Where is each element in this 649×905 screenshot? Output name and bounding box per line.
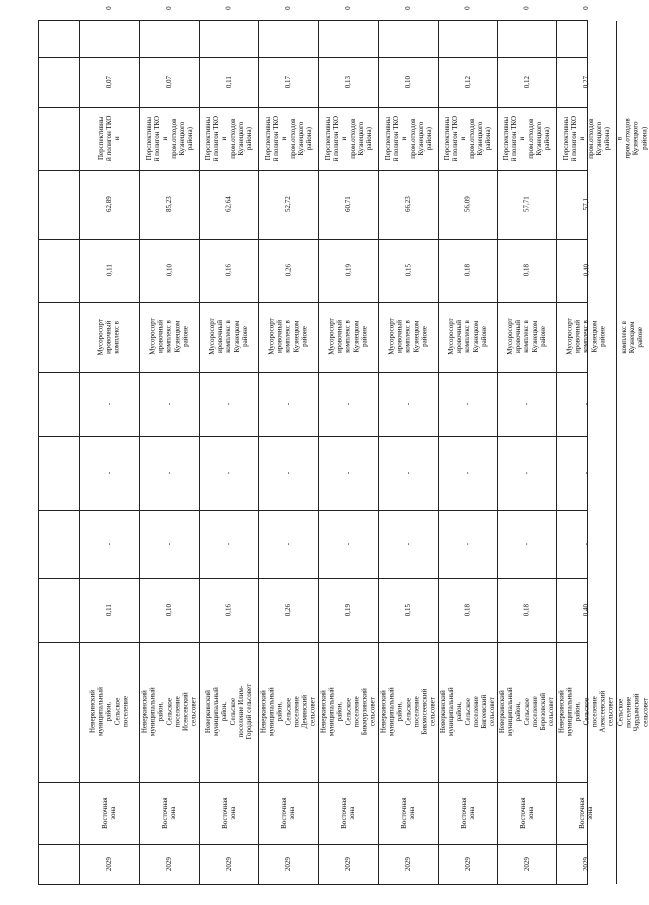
cell-text: Восточная зона: [577, 797, 594, 829]
cell-text: Мусоросорт ировочный комплекс в Кузнецком районе: [267, 318, 309, 356]
cell-text: Перспективны й полигон ТКО и пром.отходов Кузнецкого района): [203, 115, 253, 162]
table-cell: [318, 302, 378, 372]
cell-text: 0,19: [343, 264, 352, 277]
cell-text: -: [283, 542, 292, 546]
table-cell: [258, 57, 318, 107]
table-cell: [438, 372, 497, 436]
cell-text: -: [522, 542, 531, 546]
table-cell: [616, 782, 649, 844]
table-cell: [199, 642, 258, 782]
table-cell: [438, 510, 497, 578]
table-cell: [378, 0, 438, 57]
table-cell: [497, 107, 556, 170]
table-cell: [258, 578, 318, 642]
table-cell: [556, 239, 616, 302]
cell-text: 0,10: [403, 75, 412, 89]
table-cell: [556, 170, 616, 239]
table-cell: [616, 239, 649, 302]
cell-text: Перспективны й полигон ТКО и пром.отходов Кузнецкого района): [263, 115, 313, 162]
rotated-table: [38, 6, 649, 885]
cell-text: Неверкинский муниципальный район, Сельское поселение Бикмурзинский сельсовет: [319, 687, 377, 737]
table-cell: [79, 302, 139, 372]
table-cell: [438, 302, 497, 372]
cell-text: Неверкинский муниципальный район, Сельское поселение Демянский сельсовет: [259, 687, 317, 737]
table-cell: [556, 302, 616, 372]
cell-text: 0,26: [283, 264, 292, 277]
table-cell: [318, 372, 378, 436]
table-cell: [79, 107, 139, 170]
cell-text: Неверкинский муниципальный район, Сельское поселение Илим- Городий сельсовет: [203, 684, 253, 740]
table-cell: [258, 0, 318, 57]
table-cell: [378, 782, 438, 844]
cell-text: Мусоросорт ировочный комплекс в Кузнецком районе: [207, 318, 249, 356]
cell-text: -: [224, 542, 233, 546]
table-cell: [616, 844, 649, 884]
table-cell: [318, 578, 378, 642]
table-cell: [258, 107, 318, 170]
cell-text: 0,12: [522, 75, 531, 89]
table-cell: [318, 510, 378, 578]
cell-text: Восточная зона: [160, 797, 177, 829]
cell-text: в пром.отходов Кузнецкого района): [616, 118, 649, 159]
cell-text: 0: [463, 6, 472, 10]
table-cell: [318, 782, 378, 844]
table-cell: [556, 107, 616, 170]
table-cell: [318, 170, 378, 239]
table-cell: [616, 436, 649, 510]
table-cell: [318, 0, 378, 57]
cell-text: 0,27: [581, 75, 590, 89]
cell-text: 2029: [463, 856, 472, 871]
table-cell: [199, 578, 258, 642]
table-cell: [556, 57, 616, 107]
cell-text: Мусоросорт ировочный комплекс в Кузнецком районе: [327, 318, 369, 356]
cell-text: Неверкинский муниципальный район, Сельское поселение Алексеевский сельсовет: [557, 687, 615, 737]
table-cell: [258, 239, 318, 302]
cell-text: Восточная зона: [220, 797, 237, 829]
table-cell: [79, 436, 139, 510]
cell-text: Сельское поселение Чардымский сельсовет: [616, 693, 649, 731]
table-cell: [258, 436, 318, 510]
table-cell: [556, 436, 616, 510]
table-cell: [139, 170, 199, 239]
cell-text: 0,12: [463, 75, 472, 89]
cell-text: Перспективны й полигон ТКО и пром.отходов Кузнецкого района): [144, 115, 194, 162]
table-cell: [438, 844, 497, 884]
table-cell: [378, 372, 438, 436]
table-cell: [139, 436, 199, 510]
cell-text: 2029: [403, 856, 412, 871]
cell-text: 0,10: [164, 264, 173, 277]
table-cell: [497, 844, 556, 884]
table-cell: [79, 844, 139, 884]
cell-text: 0,18: [522, 603, 531, 617]
table-cell: [438, 782, 497, 844]
table-cell: [378, 302, 438, 372]
cell-text: -: [403, 471, 412, 475]
cell-text: 0,26: [283, 603, 292, 617]
cell-text: Восточная зона: [100, 797, 117, 829]
cell-text: Перспективны й полигон ТКО и пром.отходов Кузнецкого района): [323, 115, 373, 162]
table-cell: [497, 782, 556, 844]
cell-text: 0: [283, 6, 292, 10]
table-cell: [438, 170, 497, 239]
cell-text: -: [343, 471, 352, 475]
table-cell: [438, 642, 497, 782]
cell-text: 57,71: [522, 196, 531, 213]
table-cell: [497, 302, 556, 372]
table-cell: [199, 372, 258, 436]
table-cell: [497, 578, 556, 642]
table-cell: [616, 510, 649, 578]
cell-text: Перспективны й полигон ТКО и пром.отходов Кузнецкого района): [561, 115, 611, 162]
cell-text: -: [463, 471, 472, 475]
table-cell: [616, 578, 649, 642]
cell-text: 0,18: [463, 264, 472, 277]
table-cell: [139, 844, 199, 884]
table-cell: [139, 782, 199, 844]
cell-text: -: [164, 402, 173, 406]
table-cell: [497, 57, 556, 107]
cell-text: Мусоросорт ировочный комплекс в Кузнецком районе: [565, 318, 607, 356]
cell-text: Мусоросорт ировочный комплекс в Кузнецком районе: [505, 318, 547, 356]
cell-text: 0,11: [224, 75, 233, 88]
table-cell: [318, 844, 378, 884]
cell-text: Мусоросорт ировочный комплекс в Кузнецком районе: [446, 318, 488, 356]
cell-text: 66,23: [403, 196, 412, 213]
table-cell: [199, 170, 258, 239]
table-cell: [318, 107, 378, 170]
table-cell: [139, 302, 199, 372]
table-cell: [438, 436, 497, 510]
table-cell: [199, 510, 258, 578]
table-cell: [79, 239, 139, 302]
table-cell: [79, 372, 139, 436]
cell-text: 0: [522, 6, 531, 10]
table-cell: [497, 0, 556, 57]
table-cell: [199, 107, 258, 170]
table-cell: [139, 239, 199, 302]
cell-text: 52,72: [283, 196, 292, 213]
cell-text: 0: [343, 6, 352, 10]
cell-text: Восточная зона: [279, 797, 296, 829]
table-cell: [258, 372, 318, 436]
table-cell: [497, 510, 556, 578]
cell-text: -: [522, 471, 531, 475]
cell-text: -: [403, 542, 412, 546]
cell-text: Перспективны й полигон ТКО и пром.отходов Кузнецкого района): [442, 115, 492, 162]
table-cell: [497, 436, 556, 510]
table-cell: [556, 510, 616, 578]
cell-text: 0,15: [403, 603, 412, 617]
cell-text: -: [104, 471, 113, 475]
table-cell: [318, 57, 378, 107]
cell-text: -: [463, 542, 472, 546]
table-cell: [497, 372, 556, 436]
cell-text: Неверкинский муниципальный район, Сельское поселение: [88, 687, 130, 737]
cell-text: 0,17: [283, 75, 292, 89]
table-cell: [616, 57, 649, 107]
table-cell: [199, 302, 258, 372]
cell-text: 0,11: [104, 603, 113, 616]
cell-text: Перспективны й полигон ТКО и пром.отходов Кузнецкого района): [383, 115, 433, 162]
table-cell: [79, 578, 139, 642]
cell-text: 0: [581, 6, 590, 10]
table-cell: [556, 844, 616, 884]
cell-text: 0: [403, 6, 412, 10]
cell-text: -: [581, 542, 590, 546]
cell-text: Восточная зона: [399, 797, 416, 829]
table-cell: [438, 578, 497, 642]
table-cell: [139, 510, 199, 578]
cell-text: Неверкинский муниципальный район, Сельское поселение Бикмосеевский сельсовет: [379, 687, 437, 737]
table-cell: [258, 844, 318, 884]
table-cell: [139, 372, 199, 436]
cell-text: 0,40: [581, 603, 590, 617]
table-cell: [616, 0, 649, 57]
cell-text: -: [463, 402, 472, 406]
table-cell: [556, 642, 616, 782]
table-cell: [438, 0, 497, 57]
table-cell: [139, 57, 199, 107]
table-cell: [556, 0, 616, 57]
table-cell: [139, 0, 199, 57]
table-cell: [79, 57, 139, 107]
table-cell: [139, 107, 199, 170]
table-cell: [79, 510, 139, 578]
cell-text: 2029: [343, 856, 352, 871]
table-cell: [497, 170, 556, 239]
cell-text: 57,1: [581, 198, 590, 211]
table-cell: [258, 782, 318, 844]
cell-text: 2029: [164, 856, 173, 871]
cell-text: 2029: [283, 856, 292, 871]
table-cell: [556, 372, 616, 436]
cell-text: Неверкинский муниципальный район, Сельское поселение Бигеевский сельсовет: [438, 687, 497, 737]
cell-text: Перспективны й полигон ТКО и пром.отходов Кузнецкого района): [501, 115, 551, 162]
cell-text: 0,15: [403, 264, 412, 277]
cell-text: 0: [224, 6, 233, 10]
cell-text: Мусоросорт ировочный комплекс в Кузнецком районе: [387, 318, 429, 356]
cell-text: -: [224, 471, 233, 475]
table-cell: [438, 107, 497, 170]
cell-text: 56,09: [463, 196, 472, 213]
table-cell: [258, 510, 318, 578]
cell-text: 2029: [224, 856, 233, 871]
table-cell: [378, 170, 438, 239]
cell-text: 62,89: [104, 196, 113, 213]
cell-text: 0,13: [343, 75, 352, 89]
cell-text: 2029: [581, 856, 590, 871]
cell-text: -: [403, 402, 412, 406]
cell-text: Восточная зона: [459, 797, 476, 829]
table-cell: [438, 57, 497, 107]
cell-text: Мусоросорт ировочный комплекс в: [96, 318, 122, 356]
table-cell: [378, 642, 438, 782]
cell-text: 60,71: [343, 196, 352, 213]
cell-text: Неверкинский муниципальный район, Сельское поселение Березовский сельсовет: [497, 687, 556, 737]
table-cell: [258, 170, 318, 239]
cell-text: 0,18: [463, 603, 472, 617]
table-cell: [616, 302, 649, 372]
cell-text: Неверкинский муниципальный район, Сельское поселение Исенсевский сельсовет: [140, 687, 198, 737]
cell-text: Мусоросорт ировочный комплекс в Кузнецком районе: [148, 318, 190, 356]
table-cell: [378, 57, 438, 107]
cell-text: Перспективны й полигон ТКО и: [96, 115, 122, 162]
cell-text: 0,07: [164, 75, 173, 89]
table-cell: [318, 239, 378, 302]
table-cell: [378, 107, 438, 170]
table-cell: [378, 436, 438, 510]
cell-text: -: [343, 402, 352, 406]
table-cell: [199, 782, 258, 844]
table-cell: [497, 642, 556, 782]
cell-text: -: [104, 402, 113, 406]
table-cell: [139, 578, 199, 642]
cell-text: 0,18: [522, 264, 531, 277]
cell-text: -: [581, 471, 590, 475]
cell-text: 85,23: [164, 196, 173, 213]
table-cell: [556, 578, 616, 642]
cell-text: 2029: [522, 856, 531, 871]
table-cell: [258, 642, 318, 782]
cell-text: -: [283, 471, 292, 475]
cell-text: Восточная зона: [339, 797, 356, 829]
table-cell: [497, 239, 556, 302]
cell-text: -: [164, 542, 173, 546]
table-cell: [616, 170, 649, 239]
cell-text: -: [581, 402, 590, 406]
cell-text: 0,19: [343, 603, 352, 617]
cell-text: -: [164, 471, 173, 475]
table-cell: [199, 239, 258, 302]
cell-text: 0,11: [104, 264, 113, 277]
table-cell: [378, 578, 438, 642]
cell-text: 2029: [104, 856, 113, 871]
table-cell: [199, 844, 258, 884]
table-cell: [556, 782, 616, 844]
table-cell: [616, 372, 649, 436]
cell-text: -: [522, 402, 531, 406]
cell-text: 0,16: [224, 603, 233, 617]
cell-text: 0,40: [581, 264, 590, 277]
table-cell: [79, 642, 139, 782]
cell-text: 0,16: [224, 264, 233, 277]
table-cell: [199, 436, 258, 510]
cell-text: 0,10: [164, 603, 173, 617]
table-cell: [318, 642, 378, 782]
table-cell: [378, 239, 438, 302]
table-cell: [139, 642, 199, 782]
cell-text: -: [104, 542, 113, 546]
table-cell: [438, 239, 497, 302]
cell-text: -: [343, 542, 352, 546]
table-cell: [199, 57, 258, 107]
cell-text: комплекс в Кузнецком районе: [620, 320, 645, 354]
cell-text: -: [224, 402, 233, 406]
cell-text: 0: [104, 6, 113, 10]
table-cell: [79, 0, 139, 57]
table-cell: [318, 436, 378, 510]
table-cell: [79, 782, 139, 844]
cell-text: -: [283, 402, 292, 406]
table-cell: [616, 642, 649, 782]
cell-text: 62,64: [224, 196, 233, 213]
cell-text: 0,07: [104, 75, 113, 89]
table-cell: [258, 302, 318, 372]
table-cell: [199, 0, 258, 57]
table-cell: [378, 510, 438, 578]
cell-text: 0: [164, 6, 173, 10]
cell-text: Восточная зона: [518, 797, 535, 829]
table-cell: [616, 107, 649, 170]
table-cell: [79, 170, 139, 239]
table-cell: [378, 844, 438, 884]
